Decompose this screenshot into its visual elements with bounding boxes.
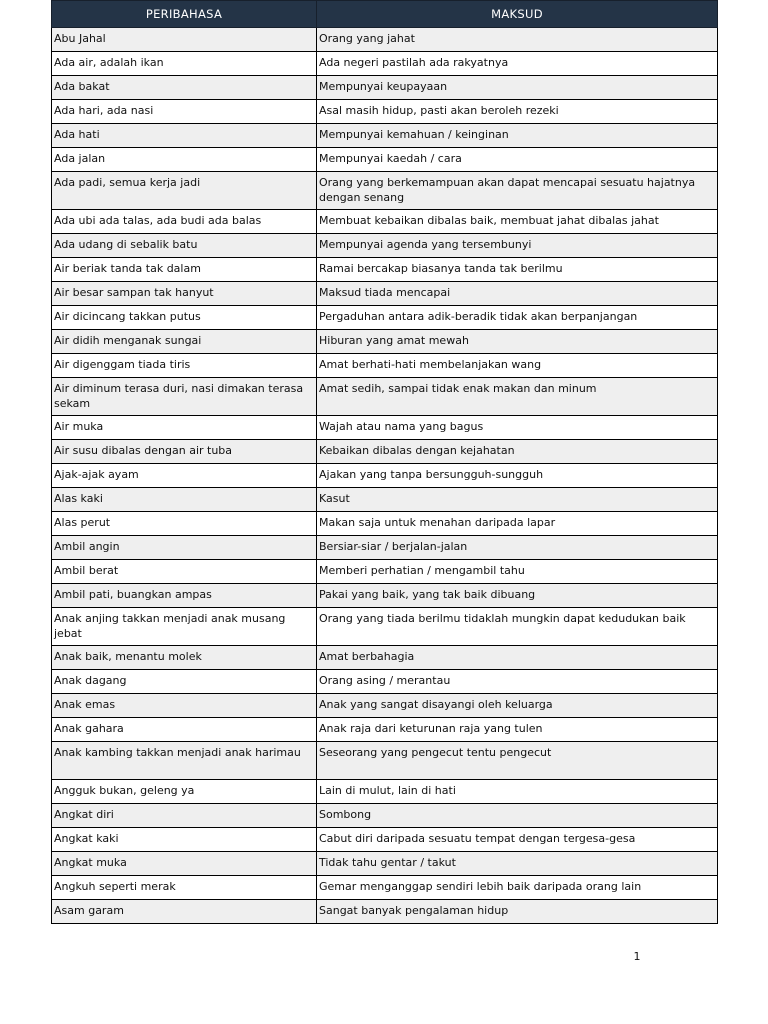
- peribahasa-cell: Alas kaki: [52, 488, 317, 512]
- maksud-cell: Membuat kebaikan dibalas baik, membuat jahat dibalas jahat: [317, 210, 718, 234]
- maksud-cell: Cabut diri daripada sesuatu tempat dengan tergesa-gesa: [317, 828, 718, 852]
- maksud-cell: Memberi perhatian / mengambil tahu: [317, 560, 718, 584]
- peribahasa-cell: Ambil angin: [52, 536, 317, 560]
- table-row: [52, 210, 718, 234]
- peribahasa-cell: Ambil berat: [52, 560, 317, 584]
- maksud-cell: Ramai bercakap biasanya tanda tak berilmu: [317, 258, 718, 282]
- table-row: [52, 124, 718, 148]
- peribahasa-cell: Ada bakat: [52, 76, 317, 100]
- maksud-cell: Asal masih hidup, pasti akan beroleh rezeki: [317, 100, 718, 124]
- maksud-cell: Orang yang tiada berilmu tidaklah mungkin dapat kedudukan baik: [317, 608, 718, 646]
- peribahasa-cell: Angkuh seperti merak: [52, 876, 317, 900]
- peribahasa-cell: Angkat diri: [52, 804, 317, 828]
- table-row: [52, 416, 718, 440]
- column-header-maksud: MAKSUD: [317, 1, 718, 28]
- table-row: [52, 234, 718, 258]
- maksud-cell: Amat sedih, sampai tidak enak makan dan minum: [317, 378, 718, 416]
- table-row: [52, 646, 718, 670]
- table-row: [52, 694, 718, 718]
- maksud-cell: Gemar menganggap sendiri lebih baik daripada orang lain: [317, 876, 718, 900]
- peribahasa-cell: Air besar sampan tak hanyut: [52, 282, 317, 306]
- peribahasa-cell: Air dicincang takkan putus: [52, 306, 317, 330]
- peribahasa-cell: Asam garam: [52, 900, 317, 924]
- maksud-cell: Tidak tahu gentar / takut: [317, 852, 718, 876]
- table-row: [52, 258, 718, 282]
- peribahasa-cell: Air digenggam tiada tiris: [52, 354, 317, 378]
- table-row: [52, 100, 718, 124]
- peribahasa-cell: Angguk bukan, geleng ya: [52, 780, 317, 804]
- table-row: [52, 536, 718, 560]
- table-row: [52, 52, 718, 76]
- peribahasa-cell: Angkat muka: [52, 852, 317, 876]
- table-row: [52, 560, 718, 584]
- peribahasa-cell: Ada jalan: [52, 148, 317, 172]
- maksud-cell: Anak raja dari keturunan raja yang tulen: [317, 718, 718, 742]
- table-row: [52, 282, 718, 306]
- table-row: [52, 354, 718, 378]
- peribahasa-cell: Alas perut: [52, 512, 317, 536]
- maksud-cell: Mempunyai kemahuan / keinginan: [317, 124, 718, 148]
- maksud-cell: Ajakan yang tanpa bersungguh-sungguh: [317, 464, 718, 488]
- peribahasa-cell: Ada air, adalah ikan: [52, 52, 317, 76]
- peribahasa-cell: Ajak-ajak ayam: [52, 464, 317, 488]
- table-row: [52, 378, 718, 416]
- table-row: [52, 172, 718, 210]
- table-header: [52, 1, 718, 28]
- maksud-cell: Seseorang yang pengecut tentu pengecut: [317, 742, 718, 780]
- peribahasa-cell: Anak baik, menantu molek: [52, 646, 317, 670]
- maksud-cell: Mempunyai kaedah / cara: [317, 148, 718, 172]
- maksud-cell: Bersiar-siar / berjalan-jalan: [317, 536, 718, 560]
- maksud-cell: Kasut: [317, 488, 718, 512]
- peribahasa-cell: Air diminum terasa duri, nasi dimakan terasa sekam: [52, 378, 317, 416]
- peribahasa-cell: Anak emas: [52, 694, 317, 718]
- peribahasa-cell: Anak anjing takkan menjadi anak musang jebat: [52, 608, 317, 646]
- maksud-cell: Sombong: [317, 804, 718, 828]
- peribahasa-cell: Ada ubi ada talas, ada budi ada balas: [52, 210, 317, 234]
- table-row: [52, 828, 718, 852]
- table-row: [52, 718, 718, 742]
- maksud-cell: Sangat banyak pengalaman hidup: [317, 900, 718, 924]
- table-body: [52, 28, 718, 924]
- maksud-cell: Anak yang sangat disayangi oleh keluarga: [317, 694, 718, 718]
- peribahasa-cell: Anak dagang: [52, 670, 317, 694]
- peribahasa-cell: Abu Jahal: [52, 28, 317, 52]
- table-row: [52, 28, 718, 52]
- table-row: [52, 852, 718, 876]
- peribahasa-cell: Ada udang di sebalik batu: [52, 234, 317, 258]
- maksud-cell: Wajah atau nama yang bagus: [317, 416, 718, 440]
- peribahasa-cell: Anak gahara: [52, 718, 317, 742]
- maksud-cell: Kebaikan dibalas dengan kejahatan: [317, 440, 718, 464]
- table-row: [52, 306, 718, 330]
- table-row: [52, 464, 718, 488]
- table-row: [52, 76, 718, 100]
- maksud-cell: Ada negeri pastilah ada rakyatnya: [317, 52, 718, 76]
- maksud-cell: Pakai yang baik, yang tak baik dibuang: [317, 584, 718, 608]
- table-row: [52, 512, 718, 536]
- maksud-cell: Makan saja untuk menahan daripada lapar: [317, 512, 718, 536]
- peribahasa-cell: Angkat kaki: [52, 828, 317, 852]
- page-number: 1: [633, 950, 641, 963]
- maksud-cell: Orang asing / merantau: [317, 670, 718, 694]
- maksud-cell: Hiburan yang amat mewah: [317, 330, 718, 354]
- peribahasa-cell: Ada hati: [52, 124, 317, 148]
- table-row: [52, 584, 718, 608]
- maksud-cell: Maksud tiada mencapai: [317, 282, 718, 306]
- table-row: [52, 608, 718, 646]
- peribahasa-cell: Ambil pati, buangkan ampas: [52, 584, 317, 608]
- peribahasa-table: [51, 0, 718, 924]
- table-row: [52, 780, 718, 804]
- peribahasa-cell: Air muka: [52, 416, 317, 440]
- table-row: [52, 900, 718, 924]
- maksud-cell: Pergaduhan antara adik-beradik tidak akan berpanjangan: [317, 306, 718, 330]
- table-row: [52, 488, 718, 512]
- table-row: [52, 742, 718, 780]
- maksud-cell: Lain di mulut, lain di hati: [317, 780, 718, 804]
- peribahasa-cell: Anak kambing takkan menjadi anak harimau: [52, 742, 317, 780]
- peribahasa-cell: Ada hari, ada nasi: [52, 100, 317, 124]
- table-row: [52, 804, 718, 828]
- header-row: [52, 1, 718, 28]
- table-row: [52, 440, 718, 464]
- peribahasa-cell: Air beriak tanda tak dalam: [52, 258, 317, 282]
- table-row: [52, 148, 718, 172]
- maksud-cell: Mempunyai keupayaan: [317, 76, 718, 100]
- maksud-cell: Orang yang berkemampuan akan dapat mencapai sesuatu hajatnya dengan senang: [317, 172, 718, 210]
- peribahasa-cell: Ada padi, semua kerja jadi: [52, 172, 317, 210]
- peribahasa-cell: Air susu dibalas dengan air tuba: [52, 440, 317, 464]
- column-header-peribahasa: PERIBAHASA: [52, 1, 317, 28]
- maksud-cell: Amat berhati-hati membelanjakan wang: [317, 354, 718, 378]
- maksud-cell: Amat berbahagia: [317, 646, 718, 670]
- maksud-cell: Orang yang jahat: [317, 28, 718, 52]
- table-row: [52, 330, 718, 354]
- peribahasa-cell: Air didih menganak sungai: [52, 330, 317, 354]
- maksud-cell: Mempunyai agenda yang tersembunyi: [317, 234, 718, 258]
- table-row: [52, 670, 718, 694]
- table-row: [52, 876, 718, 900]
